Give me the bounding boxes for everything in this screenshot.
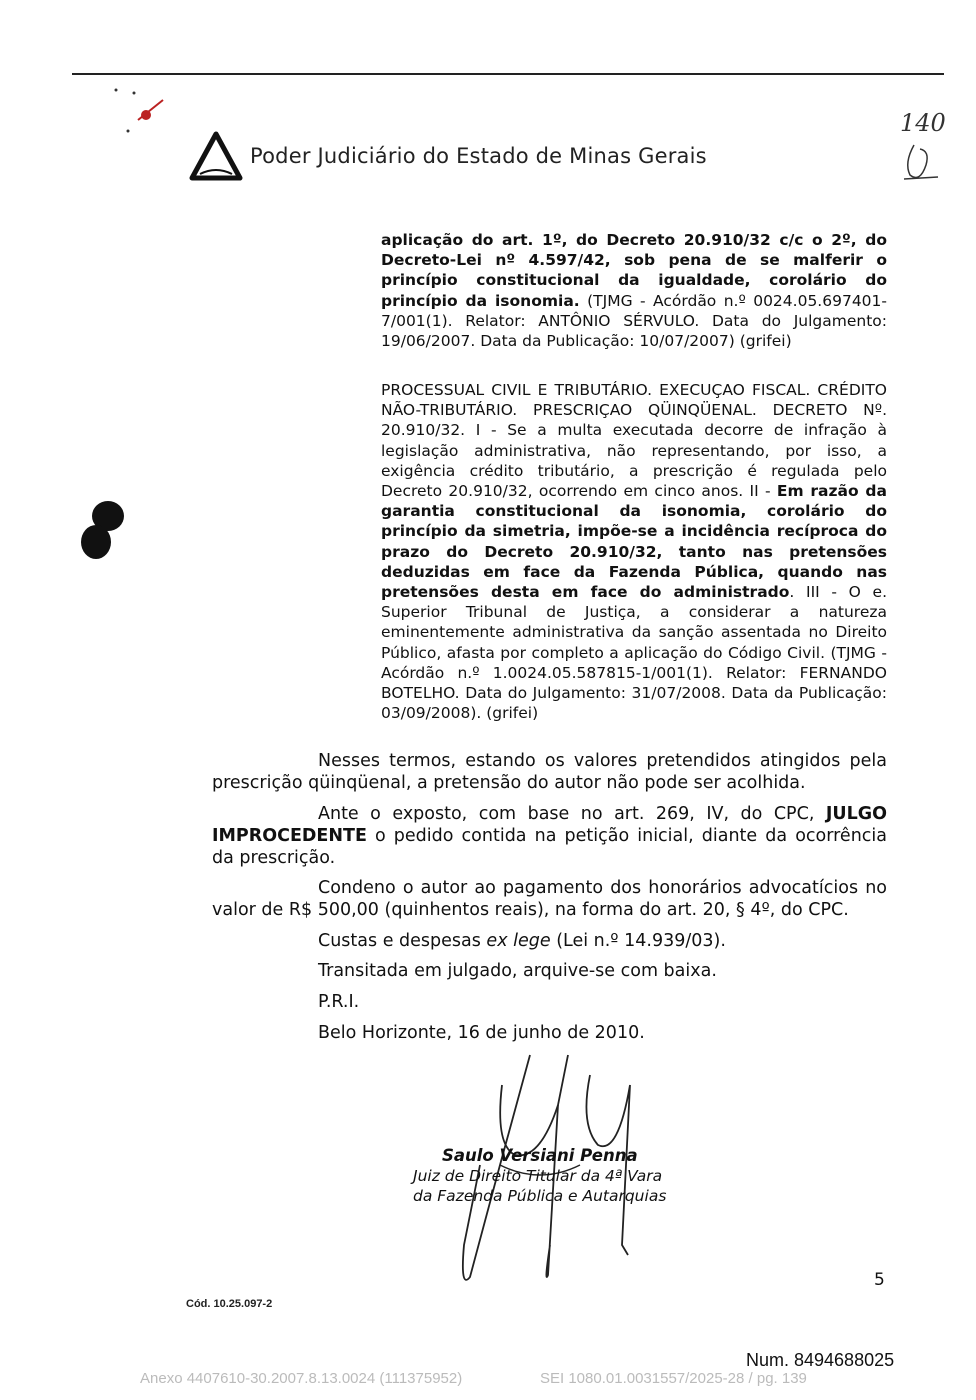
paragraph-ruling: [212, 803, 887, 869]
ink-mark: [108, 85, 178, 145]
costs-line: [318, 930, 726, 952]
quote2-bold: Em razão da garantia constitucional da isonomia, corolário do princípio da simetria, impõe-se a incidência recíproca do prazo do Decreto 20.910/32, tanto nas pretensões deduzidas em face da Fazenda Pública, quando nas pretensões desta em face do administrado: [381, 482, 887, 602]
court-logo-icon: [188, 130, 244, 182]
ink-blot: [78, 498, 128, 563]
jurisprudence-quote-1: [381, 230, 887, 351]
ruling-start: Ante o exposto, com base no art. 269, IV, do CPC,: [318, 804, 826, 824]
form-code: Cód. 10.25.097-2: [186, 1298, 273, 1310]
paragraph-conclusion-text: Nesses termos, estando os valores pretendidos atingidos pela prescrição qüinqüenal, a pretensão do autor não pode ser acolhida.: [212, 751, 887, 793]
quote2-part2: . III - O e. Superior Tribunal de Justiça, a considerar a natureza eminentemente administrativa da sanção assentada no Direito Público, afasta por completo a aplicação do Código Civil. (TJMG - Acórdão n.º 1.0024.05.587815-1/001(1). Relator: FERNANDO BOTELHO. Data do Julgamento: 31/07/2008. Data da Publicação: 03/09/2008). (grifei): [381, 583, 887, 723]
paragraph-conclusion: [212, 750, 887, 794]
place-date-line: Belo Horizonte, 16 de junho de 2010.: [318, 1023, 645, 1043]
ruling-end: o pedido contida na petição inicial, diante da ocorrência da prescrição.: [212, 826, 887, 868]
annex-reference: Anexo 4407610-30.2007.8.13.0024 (111375952): [140, 1370, 463, 1387]
judge-role-line-2: da Fazenda Pública e Autarquias: [413, 1187, 667, 1205]
header-rule: [72, 73, 944, 75]
quote2-part1: PROCESSUAL CIVIL E TRIBUTÁRIO. EXECUÇAO FISCAL. CRÉDITO NÃO-TRIBUTÁRIO. PRESCRIÇAO QÜINQÜENAL. DECRETO Nº. 20.910/32. I - Se a multa executada decorre de infração à legislação administrativa, não representando, por isso, a exigência crédito tributário, a prescrição é regulada pelo Decreto 20.910/32, ocorrendo em cinco anos. II -: [381, 381, 887, 501]
quote1-bold: aplicação do art. 1º, do Decreto 20.910/32 c/c o 2º, do Decreto-Lei nº 4.597/42, sob pena de se malferir o princípio constitucional da igualdade, corolário do princípio da isonomia.: [381, 231, 887, 310]
judge-role-line-1: Juiz de Direito Titular da 4ª Vara: [413, 1167, 663, 1185]
costs-italic: ex lege: [486, 931, 551, 951]
ruling-verdict: JULGO IMPROCEDENTE: [212, 804, 887, 846]
sei-reference: SEI 1080.01.0031557/2025-28 / pg. 139: [540, 1370, 807, 1387]
margin-note-number: 140: [900, 109, 946, 137]
document-number: Num. 8494688025: [746, 1350, 895, 1370]
court-name: Poder Judiciário do Estado de Minas Gerais: [250, 144, 707, 168]
jurisprudence-quote-2: [381, 380, 887, 723]
costs-start: Custas e despesas: [318, 931, 487, 951]
page-number: 5: [874, 1270, 885, 1290]
archive-line: Transitada em julgado, arquive-se com baixa.: [318, 961, 717, 981]
paragraph-fees: [212, 877, 887, 921]
quote1-citation: (TJMG - Acórdão n.º 0024.05.697401-7/001(1). Relator: ANTÔNIO SÉRVULO. Data do Julgamento: 19/06/2007. Data da Publicação: 10/07/2007) (grifei): [381, 291, 887, 351]
pri-line: P.R.I.: [318, 992, 360, 1012]
judge-name: Saulo Versiani Penna: [442, 1146, 638, 1165]
handwritten-margin-note: [896, 103, 946, 188]
paragraph-fees-text: Condeno o autor ao pagamento dos honorários advocatícios no valor de R$ 500,00 (quinhentos reais), na forma do art. 20, § 4º, do CPC.: [212, 878, 887, 920]
costs-end: (Lei n.º 14.939/03).: [550, 931, 726, 951]
